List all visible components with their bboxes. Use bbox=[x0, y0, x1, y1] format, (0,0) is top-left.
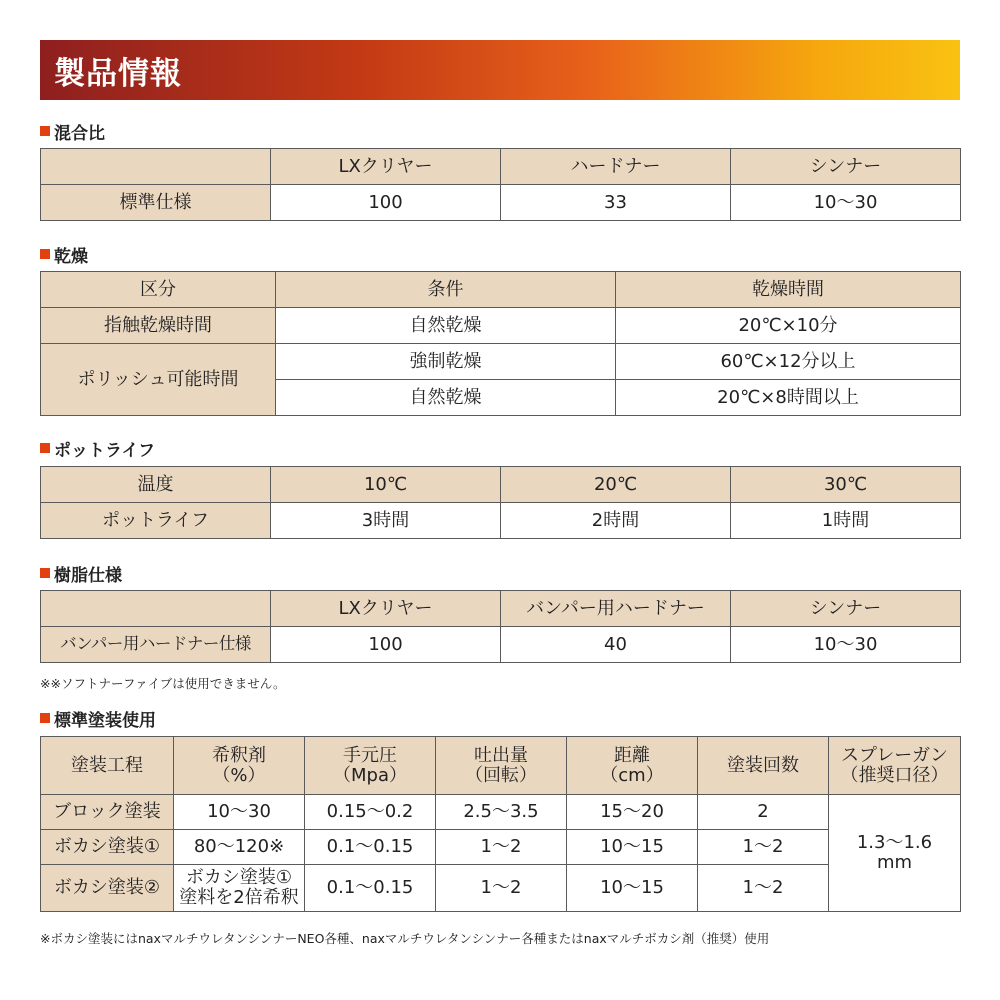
table-cell: 0.1〜0.15 bbox=[305, 865, 436, 912]
table-cell: 0.1〜0.15 bbox=[305, 830, 436, 865]
table-cell: 100 bbox=[271, 627, 501, 663]
table-cell: 2時間 bbox=[501, 503, 731, 539]
table-cell: 自然乾燥 bbox=[276, 308, 616, 344]
table-cell: 10〜15 bbox=[567, 830, 698, 865]
table-cell: 2.5〜3.5 bbox=[436, 795, 567, 830]
page-banner bbox=[40, 40, 960, 100]
table-cell: 1〜2 bbox=[436, 830, 567, 865]
table-cell: 1〜2 bbox=[436, 865, 567, 912]
table-header-cell: LXクリヤー bbox=[271, 149, 501, 185]
table-cell: 強制乾燥 bbox=[276, 344, 616, 380]
row-label: バンパー用ハードナー仕様 bbox=[41, 627, 271, 663]
square-bullet-icon bbox=[40, 126, 50, 136]
spray-gun-cell: 1.3〜1.6 mm bbox=[829, 795, 961, 912]
section-heading-text: 乾燥 bbox=[54, 246, 88, 267]
table-header-cell: LXクリヤー bbox=[271, 591, 501, 627]
drying-table bbox=[40, 271, 961, 416]
section-heading-text: 標準塗装使用 bbox=[54, 710, 156, 731]
table-header-cell: 希釈剤 （%） bbox=[174, 737, 305, 795]
pot-life-table bbox=[40, 466, 961, 539]
table-cell: 自然乾燥 bbox=[276, 380, 616, 416]
table-cell: 100 bbox=[271, 185, 501, 221]
table-header-cell: 距離 （cm） bbox=[567, 737, 698, 795]
table-cell: 0.15〜0.2 bbox=[305, 795, 436, 830]
table-cell: 33 bbox=[501, 185, 731, 221]
table-row bbox=[41, 865, 961, 912]
square-bullet-icon bbox=[40, 443, 50, 453]
table-header-cell: 手元圧 （Mpa） bbox=[305, 737, 436, 795]
paint-footnote: ※ボカシ塗装にはnaxマルチウレタンシンナーNEO各種、naxマルチウレタンシンナー各種またはnaxマルチボカシ剤（推奨）使用 bbox=[40, 931, 770, 946]
painting-table bbox=[40, 736, 961, 912]
table-header-row bbox=[41, 272, 961, 308]
table-header-cell: 20℃ bbox=[501, 467, 731, 503]
table-header-cell: 10℃ bbox=[271, 467, 501, 503]
mix-ratio-table bbox=[40, 148, 961, 221]
table-cell: 60℃×12分以上 bbox=[616, 344, 961, 380]
table-row bbox=[41, 503, 961, 539]
section-heading-text: 樹脂仕様 bbox=[54, 565, 122, 586]
row-label: ポットライフ bbox=[41, 503, 271, 539]
table-header-cell: 温度 bbox=[41, 467, 271, 503]
table-row bbox=[41, 308, 961, 344]
table-header-cell: 条件 bbox=[276, 272, 616, 308]
table-cell: 2 bbox=[698, 795, 829, 830]
table-header-cell: 塗装回数 bbox=[698, 737, 829, 795]
table-header-row bbox=[41, 467, 961, 503]
table-header-cell: シンナー bbox=[731, 149, 961, 185]
table-cell: 20℃×10分 bbox=[616, 308, 961, 344]
square-bullet-icon bbox=[40, 713, 50, 723]
section-heading-mix bbox=[40, 119, 105, 143]
table-cell: 1〜2 bbox=[698, 830, 829, 865]
resin-spec-table bbox=[40, 590, 961, 663]
table-cell: 1時間 bbox=[731, 503, 961, 539]
table-header-cell: 30℃ bbox=[731, 467, 961, 503]
table-header-cell: 塗装工程 bbox=[41, 737, 174, 795]
table-cell: 3時間 bbox=[271, 503, 501, 539]
section-heading-resin bbox=[40, 561, 122, 585]
table-header-cell: バンパー用ハードナー bbox=[501, 591, 731, 627]
table-header-row bbox=[41, 591, 961, 627]
table-cell: 1〜2 bbox=[698, 865, 829, 912]
row-label: 指触乾燥時間 bbox=[41, 308, 276, 344]
row-label: ボカシ塗装② bbox=[41, 865, 174, 912]
table-cell: ボカシ塗装① 塗料を2倍希釈 bbox=[174, 865, 305, 912]
row-label: ボカシ塗装① bbox=[41, 830, 174, 865]
table-header-cell: 乾燥時間 bbox=[616, 272, 961, 308]
section-heading-text: 混合比 bbox=[54, 123, 105, 144]
table-row bbox=[41, 627, 961, 663]
table-header-cell bbox=[41, 591, 271, 627]
square-bullet-icon bbox=[40, 249, 50, 259]
table-header-cell: ハードナー bbox=[501, 149, 731, 185]
table-cell: 20℃×8時間以上 bbox=[616, 380, 961, 416]
table-row bbox=[41, 185, 961, 221]
row-label: 標準仕様 bbox=[41, 185, 271, 221]
table-row bbox=[41, 344, 961, 380]
section-heading-text: ポットライフ bbox=[54, 440, 155, 461]
page-title: 製品情報 bbox=[54, 56, 182, 92]
table-header-cell bbox=[41, 149, 271, 185]
table-row bbox=[41, 830, 961, 865]
table-cell: 40 bbox=[501, 627, 731, 663]
square-bullet-icon bbox=[40, 568, 50, 578]
row-label: ブロック塗装 bbox=[41, 795, 174, 830]
table-cell: 10〜15 bbox=[567, 865, 698, 912]
table-cell: 15〜20 bbox=[567, 795, 698, 830]
table-header-cell: スプレーガン （推奨口径） bbox=[829, 737, 961, 795]
table-header-row bbox=[41, 737, 961, 795]
table-cell: 80〜120※ bbox=[174, 830, 305, 865]
table-cell: 10〜30 bbox=[174, 795, 305, 830]
section-heading-paint bbox=[40, 706, 156, 730]
table-header-cell: 区分 bbox=[41, 272, 276, 308]
table-header-row bbox=[41, 149, 961, 185]
resin-footnote: ※※ソフトナーファイブは使用できません。 bbox=[40, 676, 286, 691]
row-label: ポリッシュ可能時間 bbox=[41, 344, 276, 416]
table-cell: 10〜30 bbox=[731, 185, 961, 221]
table-header-cell: シンナー bbox=[731, 591, 961, 627]
table-cell: 10〜30 bbox=[731, 627, 961, 663]
table-row bbox=[41, 795, 961, 830]
table-header-cell: 吐出量 （回転） bbox=[436, 737, 567, 795]
section-heading-pot bbox=[40, 436, 155, 460]
section-heading-dry bbox=[40, 242, 88, 266]
